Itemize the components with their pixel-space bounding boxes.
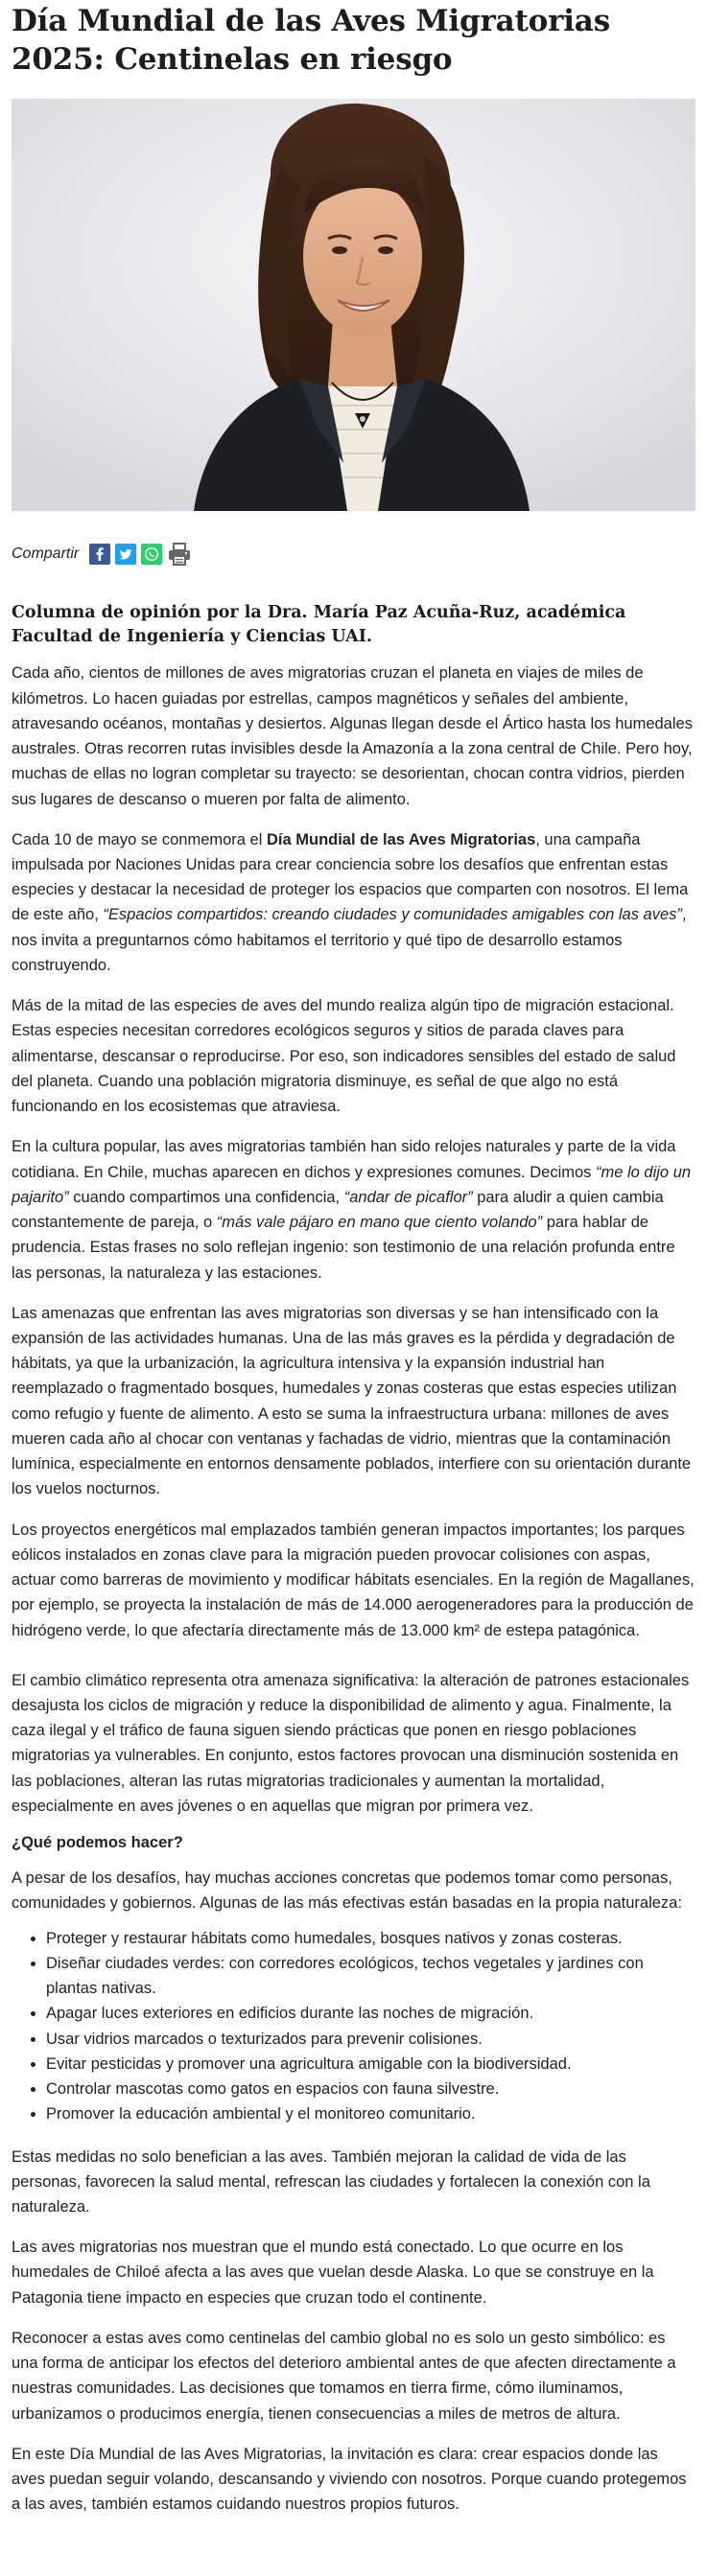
paragraph-connected: Las aves migratorias nos muestran que el mundo está conectado. Lo que ocurre en los humedales de Chiloé afecta a las aves que vuelan desde Alaska. Lo que se construye en la Patagonia tiene impacto en especies que cruzan todo el continente. — [12, 2239, 654, 2307]
list-item: • Apagar luces exteriores en edificios durante las noches de migración. — [46, 2001, 695, 2026]
paragraph-threats: Las amenazas que enfrentan las aves migratorias son diversas y se han intensificado con la expansión de las actividades humanas. Una de las más graves es la pérdida y degradación de hábitats, ya que la urbanización, la agricultura intensiva y la expansión industrial han reemplazado o fragmentado bosques, humedales y zonas costeras que estas especies utilizan como refugio y fuente de alimento. A esto se suma la infraestructura urbana: millones de aves mueren cada año al chocar con ventanas y fachadas de vidrio, mientras que la contaminación lumínica, especialmente en entornos densamente poblados, interfiere con su orientación durante los vuelos nocturnos. — [12, 1304, 692, 1498]
list-item: • Promover la educación ambiental y el monitoreo comunitario. — [46, 2101, 695, 2126]
paragraph-climate: El cambio climático representa otra amenaza significativa: la alteración de patrones estacionales desajusta los ciclos de migración y reduce la disponibilidad de alimento y agua. Finalmente, la caza ilegal y el tráfico de fauna siguen siendo prácticas que ponen en riesgo poblaciones migratorias ya vulnerables. En conjunto, estos factores provocan una disminución sostenida en las poblaciones, alteran las rutas migratorias tradicionales y aumentan la mortalidad, especialmente en aves jóvenes o en aquellas que migran por primera vez. — [12, 1671, 690, 1815]
paragraph-benefits: Estas medidas no solo benefician a las aves. También mejoran la calidad de vida de las personas, favorecen la salud mental, refrescan las ciudades y fortalecen la conexión con la naturaleza. — [12, 2147, 650, 2216]
subheading-what-to-do: ¿Qué podemos hacer? — [12, 1834, 183, 1852]
article-title: Día Mundial de las Aves Migratorias 2025: Centinelas en riesgo — [12, 4, 610, 78]
campaign-slogan: “Espacios compartidos: creando ciudades y comunidades amigables con las aves” — [103, 906, 682, 924]
paragraph-intro: Cada año, cientos de millones de aves migratorias cruzan el planeta en viajes de miles de kilómetros. Lo hacen guiadas por estrellas, campos magnéticos y señales del ambiente, atravesando océanos, montañas y desiertos. Algunas llegan desde el Ártico hasta los humedales australes. Otras recorren rutas invisibles desde la Amazonía a la zona central de Chile. Pero hoy, muchas de ellas no logran completar su trayecto: se desorientan, chocan contra vidrios, pierden sus lugares de descanso o mueren por falta de alimento. — [12, 664, 693, 808]
saying-2: “andar de picaflor” — [343, 1188, 473, 1206]
print-icon[interactable] — [167, 544, 192, 565]
campaign-name: Día Mundial de las Aves Migratorias — [266, 830, 536, 848]
list-item: • Usar vidrios marcados o texturizados para prevenir colisiones. — [46, 2027, 695, 2052]
saying-1: “me lo dijo un pajarito” — [12, 1163, 692, 1206]
whatsapp-icon[interactable] — [141, 544, 162, 565]
paragraph-energy: Los proyectos energéticos mal emplazados también generan impactos importantes; los parques eólicos instalados en zonas clave para la migración pueden provocar colisiones con aspas, actuar como barreras de movimiento y modificar hábitats esenciales. En la región de Magallanes, por ejemplo, se proyecta la instalación de más de 14.000 aerogeneradores para la producción de hidrógeno verde, lo que afectaría directamente más de 13.000 km² de estepa patagónica. — [12, 1520, 695, 1639]
share-label: Compartir — [12, 545, 80, 562]
list-item: • Proteger y restaurar hábitats como humedales, bosques nativos y zonas costeras. — [46, 1926, 695, 1951]
article — [12, 0, 695, 2518]
list-item: • Controlar mascotas como gatos en espacios con fauna silvestre. — [46, 2077, 695, 2101]
byline: Columna de opinión por la Dra. María Paz Acuña-Ruz, académica Facultad de Ingeniería y Ciencias UAI. — [12, 602, 626, 646]
twitter-icon[interactable] — [115, 544, 136, 565]
paragraph-sentinels: Reconocer a estas aves como centinelas del cambio global no es solo un gesto simbólico: es una forma de anticipar los efectos del deterioro ambiental antes de que afecten directamente a nuestras comunidades. Las decisiones que tomamos en tierra firme, cómo iluminamos, urbanizamos o producimos energía, tienen consecuencias a miles de metros de altura. — [12, 2329, 676, 2423]
facebook-icon[interactable] — [89, 544, 110, 565]
paragraph-campaign: Cada 10 de mayo se conmemora el Día Mundial de las Aves Migratorias, una campaña impulsada por Naciones Unidas para crear conciencia sobre los desafíos que enfrentan estas especies y destacar la necesidad de proteger los espacios que comparten con nosotros. El lema de este año, “Espacios compartidos: creando ciudades y comunidades amigables con las aves”, nos invita a preguntarnos cómo habitamos el territorio y qué tipo de desarrollo estamos construyendo. — [12, 830, 689, 974]
saying-3: “más vale pájaro en mano que ciento volando” — [216, 1214, 543, 1232]
actions-list — [12, 1926, 695, 2127]
paragraph-species: Más de la mitad de las especies de aves del mundo realiza algún tipo de migración estacional. Estas especies necesitan corredores ecológicos seguros y sitios de parada claves para alimentarse, descansar o reproducirse. Por eso, son indicadores sensibles del estado de salud del planeta. Cuando una población migratoria disminuye, es señal de que algo no está funcionando en los ecosistemas que atraviesa. — [12, 997, 676, 1116]
share-bar — [12, 540, 695, 569]
portrait-illustration — [12, 99, 695, 511]
author-photo — [12, 99, 695, 511]
paragraph-actions-intro: A pesar de los desafíos, hay muchas acciones concretas que podemos tomar como personas, comunidades y gobiernos. Algunas de las más efectivas están basadas en la propia naturaleza: — [12, 1869, 682, 1913]
list-item: • Evitar pesticidas y promover una agricultura amigable con la biodiversidad. — [46, 2052, 695, 2077]
paragraph-closing: En este Día Mundial de las Aves Migratorias, la invitación es clara: crear espacios donde las aves puedan seguir volando, descansando y viviendo con nosotros. Porque cuando protegemos a las aves, también estamos cuidando nuestros propios futuros. — [12, 2445, 687, 2514]
list-item: • Diseñar ciudades verdes: con corredores ecológicos, techos vegetales y jardines con plantas nativas. — [46, 1951, 695, 2001]
paragraph-culture: En la cultura popular, las aves migratorias también han sido relojes naturales y parte de la vida cotidiana. En Chile, muchas aparecen en dichos y expresiones comunes. Decimos “me lo dijo un pajarito” cuando compartimos una confidencia, “andar de picaflor” para aludir a quien cambia constantemente de pareja, o “más vale pájaro en mano que ciento volando” para hablar de prudencia. Estas frases no solo reflejan ingenio: son testimonio de una relación profunda entre las personas, la naturaleza y las estaciones. — [12, 1138, 692, 1282]
